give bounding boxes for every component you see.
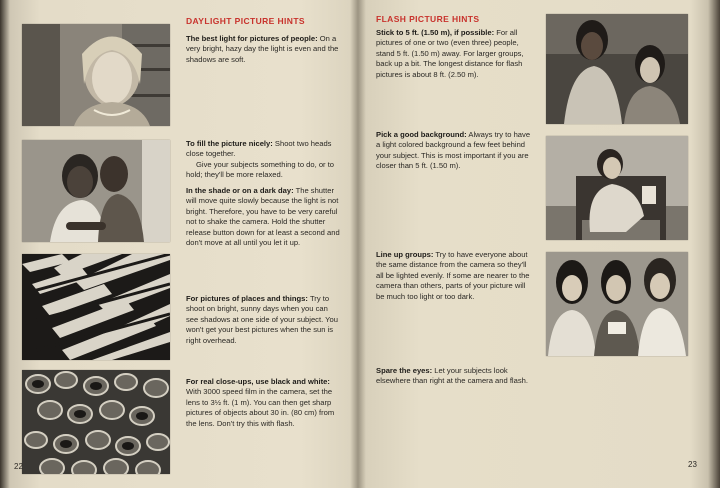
hint-body: With 3000 speed film in the camera, set the lens to 3½ ft. (1 m). You can then get sharp pictures of objects about 30 in. (80 cm) from the lens. Don't try this with flash.: [186, 387, 335, 428]
flash-hints-heading: FLASH PICTURE HINTS: [376, 14, 480, 24]
right-page: [360, 0, 720, 488]
photo-couple: [22, 140, 170, 242]
photo-building-grid: [22, 254, 170, 360]
hint-body: Let your subjects look elsewhere than right at the camera and flash.: [376, 366, 528, 386]
hint-body: For all pictures of one or two (even three) people, stand 5 ft. (1.50 m) away. For larger groups, back up a bit. The longest distance for flash pictures is about 8 ft. (2.50 m).: [376, 28, 524, 79]
daylight-hints-heading: DAYLIGHT PICTURE HINTS: [186, 16, 305, 26]
photo-pipes-closeup: [22, 370, 170, 474]
hint-title: For real close-ups, use black and white:: [186, 377, 330, 386]
hint-title: Line up groups:: [376, 250, 434, 259]
hint-extra: Give your subjects something to do, or to hold; they'll be more relaxed.: [186, 159, 335, 180]
hint-background: [376, 130, 532, 172]
photo-woman-chair: [546, 136, 688, 240]
hint-body: The shutter will move quite slowly because the light is not bright. Therefore, you have to be very careful not to shake the camera. Hold the shutter release button down for at least a second and don't move at all until you let it up.: [186, 186, 340, 248]
hint-title: To fill the picture nicely:: [186, 139, 273, 148]
hint-body: Shoot two heads close together.: [186, 139, 332, 159]
hint-title: Spare the eyes:: [376, 366, 433, 375]
hint-stick-5ft: [376, 28, 532, 80]
hint-body: Try to have everyone about the same distance from the camera so they'll all be lighted evenly. If some are nearer to the camera than others, parts of your picture will be much too light or too dark.: [376, 250, 530, 301]
hint-close-ups: [186, 377, 342, 429]
left-page: [0, 0, 358, 488]
hint-title: The best light for pictures of people:: [186, 34, 318, 43]
hint-best-light: [186, 34, 342, 65]
hint-fill-picture: [186, 139, 342, 181]
hint-places-things: [186, 294, 342, 346]
hint-title: Stick to 5 ft. (1.50 m), if possible:: [376, 28, 495, 37]
hint-spare-eyes: [376, 366, 532, 387]
hint-body: Try to shoot on bright, sunny days when you can see shadows at one side of your subject. You won't get your best pictures when the sun is right overhead.: [186, 294, 338, 345]
photo-group-three: [546, 252, 688, 356]
hint-title: For pictures of places and things:: [186, 294, 308, 303]
hint-title: Pick a good background:: [376, 130, 467, 139]
hint-body: On a very bright, hazy day the light is even and the shadows are soft.: [186, 34, 339, 64]
hint-shade-dark-day: [186, 186, 342, 248]
photo-girl-portrait: [22, 24, 170, 126]
hint-body: Always try to have a light colored background a few feet behind your subject. This is most important if you are closer than 5 ft. (1.50 m).: [376, 130, 531, 171]
page-number-right: 23: [688, 460, 697, 469]
hint-title: In the shade or on a dark day:: [186, 186, 294, 195]
hint-line-up-groups: [376, 250, 532, 302]
page-number-left: 22: [14, 462, 23, 471]
photo-two-women-flash: [546, 14, 688, 124]
